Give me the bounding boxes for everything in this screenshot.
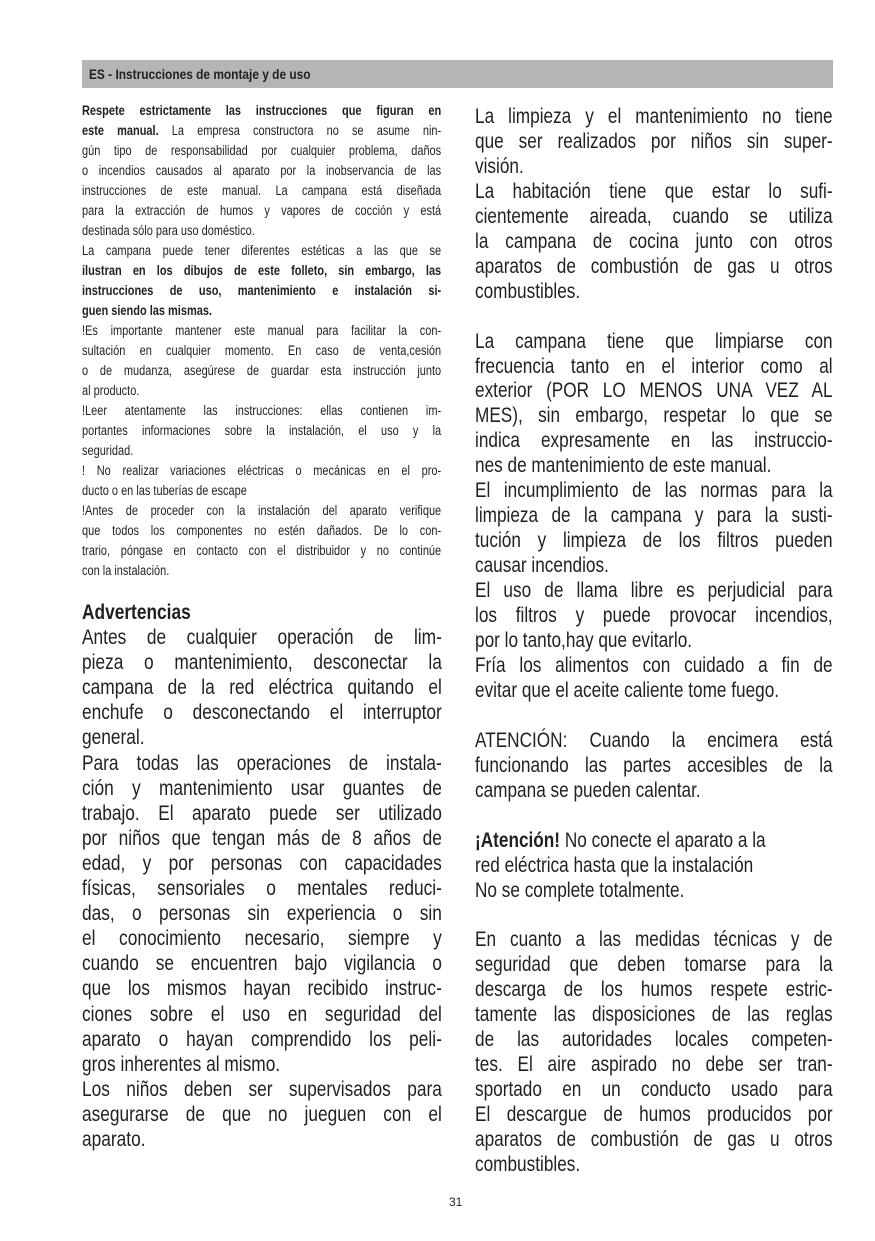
text-line: por lo tanto,hay que evitarlo. [475, 628, 693, 652]
text-line: o de mudanza, asegúrese de guardar esta instrucción junto [82, 363, 442, 378]
normal-text: No conecte el aparato a la [560, 827, 766, 852]
text-line: instrucciones de este manual. La campana está diseñada [82, 183, 442, 198]
paragraph [82, 1077, 442, 1152]
text-line [82, 261, 441, 281]
paragraph [475, 578, 833, 653]
left-column-intro-text [82, 101, 441, 581]
text-line: tamente las disposiciones de las reglas [475, 1002, 833, 1027]
text-line: destinada sólo para uso doméstico. [82, 223, 255, 238]
bold-text: guen siendo las mismas. [82, 303, 212, 318]
text-line: Para todas las operaciones de instala- [82, 750, 442, 775]
bold-text: ilustran en los dibujos de este folleto, sin embargo, las [82, 263, 442, 278]
paragraph [475, 653, 833, 703]
paragraph [475, 728, 833, 803]
paragraph [475, 878, 833, 903]
text-line: gros inherentes al mismo. [82, 1051, 281, 1076]
text-line: físicas, sensoriales o mentales reduci- [82, 876, 442, 901]
text-line: con la instalación. [82, 563, 170, 578]
text-line: cuando se encuentren bajo vigilancia o [82, 951, 442, 976]
text-line: sportado en un conducto usado para [475, 1077, 833, 1102]
text-line: aparatos de combustión de gas u otros [475, 253, 833, 278]
text-line: que ser realizados por niños sin super- [475, 128, 833, 153]
text-line: portantes informaciones sobre la instalación, el uso y la [82, 423, 442, 438]
paragraph [82, 101, 441, 241]
text-line: ciones sobre el uso en seguridad del [82, 1001, 442, 1026]
text-line: Fría los alimentos con cuidado a fin de [475, 652, 833, 677]
text-line: enchufe o desconectando el interruptor [82, 700, 442, 725]
text-line: cientemente aireada, cuando se utiliza [475, 203, 833, 228]
text-line: MES), sin embargo, respetar lo que se [475, 403, 833, 428]
text-line: general. [82, 725, 145, 750]
text-line: trabajo. El aparato puede ser utilizado [82, 800, 442, 825]
text-line: frecuencia tanto en el interior como al [475, 353, 833, 378]
section-header-bar [82, 60, 833, 88]
paragraph [82, 241, 441, 321]
text-line: al producto. [82, 383, 140, 398]
paragraph [475, 478, 833, 578]
text-line: nes de mantenimiento de este manual. [475, 453, 772, 478]
bold-text: Advertencias [82, 600, 191, 624]
section-heading [82, 600, 442, 625]
text-line: que todos los componentes no estén dañados. De lo con- [82, 523, 442, 538]
text-line: En cuanto a las medidas técnicas y de [475, 927, 833, 952]
text-line: aparatos de combustión de gas u otros [475, 1127, 833, 1152]
text-line: La habitación tiene que estar lo sufi- [475, 178, 833, 203]
bold-text: ¡Atención! [475, 827, 561, 852]
text-line: La limpieza y el mantenimiento no tiene [475, 104, 833, 128]
text-line: campana se pueden calentar. [475, 777, 701, 802]
text-line [82, 600, 442, 625]
text-line: para la extracción de humos y vapores de cocción y está [82, 203, 442, 218]
paragraph [475, 104, 833, 179]
text-line: limpieza de la campana y para la susti- [475, 503, 833, 528]
paragraph [82, 751, 442, 1077]
paragraph [82, 321, 441, 401]
text-line: La campana tiene que limpiarse con [475, 328, 833, 353]
text-line: exterior (POR LO MENOS UNA VEZ AL [475, 378, 833, 403]
bold-text: este manual. [82, 123, 159, 138]
text-line: que los mismos hayan recibido instruc- [82, 976, 442, 1001]
text-line: Los niños deben ser supervisados para [82, 1076, 442, 1101]
text-line: pieza o mantenimiento, desconectar la [82, 650, 442, 675]
text-line: aparato o hayan comprendido los peli- [82, 1026, 442, 1051]
text-line: ción y mantenimiento usar guantes de [82, 775, 442, 800]
text-line: ATENCIÓN: Cuando la encimera está [475, 727, 833, 752]
text-line: La campana puede tener diferentes estéticas a las que se [82, 243, 442, 258]
bold-text: instrucciones de uso, mantenimiento e instalación si- [82, 283, 442, 298]
text-line: !Leer atentamente las instrucciones: ellas contienen im- [82, 403, 442, 418]
paragraph [475, 329, 833, 479]
text-line: gún tipo de responsabilidad por cualquier problema, daños [82, 143, 442, 158]
paragraph [82, 625, 442, 750]
text-line: No se complete totalmente. [475, 877, 685, 902]
paragraph [475, 828, 833, 853]
text-line: combustibles. [475, 278, 581, 303]
text-line: ducto o en las tuberías de escape [82, 483, 247, 498]
text-line: descarga de los humos respete estric- [475, 977, 833, 1002]
right-column-text [475, 104, 833, 1177]
text-line: aparato. [82, 1126, 146, 1151]
text-line: el conocimiento necesario, siempre y [82, 926, 442, 951]
text-line: indica expresamente en las instruccio- [475, 428, 833, 453]
text-line: o incendios causados al aparato por la inobservancia de las [82, 163, 442, 178]
text-line: los filtros y puede provocar incendios, [475, 603, 833, 628]
text-line [82, 101, 441, 121]
text-line: evitar que el aceite caliente tome fuego. [475, 677, 780, 702]
text-line: sultación en cualquier momento. En caso de venta,cesión [82, 343, 442, 358]
text-line: funcionando las partes accesibles de la [475, 752, 833, 777]
text-line: El descargue de humos producidos por [475, 1102, 833, 1127]
text-line: Antes de cualquier operación de lim- [82, 625, 442, 650]
text-line [82, 281, 441, 301]
text-line: de las autoridades locales competen- [475, 1027, 833, 1052]
section-header-title: ES - Instrucciones de montaje y de uso [89, 66, 311, 82]
text-line: El uso de llama libre es perjudicial para [475, 578, 833, 603]
text-line: causar incendios. [475, 553, 609, 578]
text-line: tes. El aire aspirado no debe ser tran- [475, 1052, 833, 1077]
paragraph [475, 927, 833, 1177]
paragraph [475, 179, 833, 304]
left-column-warnings [82, 600, 442, 1152]
text-line: !Antes de proceder con la instalación del aparato verifique [82, 503, 442, 518]
text-line [475, 828, 833, 853]
text-line: tución y limpieza de los filtros pueden [475, 528, 833, 553]
text-line: la campana de cocina junto con otros [475, 228, 833, 253]
text-line: ! No realizar variaciones eléctricas o mecánicas en el pro- [82, 463, 442, 478]
text-line: asegurarse de que no jueguen con el [82, 1101, 442, 1126]
text-line: red eléctrica hasta que la instalación [475, 852, 754, 877]
page-number: 31 [449, 1195, 463, 1209]
text-line: seguridad que deben tomarse para la [475, 952, 833, 977]
text-line: El incumplimiento de las normas para la [475, 478, 833, 503]
text-line: !Es importante mantener este manual para facilitar la con- [82, 323, 442, 338]
text-line: edad, y por personas con capacidades [82, 850, 442, 875]
text-line: campana de la red eléctrica quitando el [82, 675, 442, 700]
bold-text: Respete estrictamente las instrucciones que figuran en [82, 103, 442, 118]
paragraph [82, 461, 441, 501]
text-line: combustibles. [475, 1151, 581, 1176]
text-line [82, 301, 441, 321]
paragraph [82, 501, 441, 581]
text-line: por niños que tengan más de 8 años de [82, 825, 442, 850]
text-line: seguridad. [82, 443, 134, 458]
normal-text: La empresa constructora no se asume nin- [158, 123, 442, 138]
paragraph [82, 401, 441, 461]
text-line: visión. [475, 153, 524, 178]
text-line [82, 121, 441, 141]
paragraph [475, 853, 833, 878]
text-line: trario, póngase en contacto con el distribuidor y no continúe [82, 543, 442, 558]
text-line: das, o personas sin experiencia o sin [82, 901, 442, 926]
